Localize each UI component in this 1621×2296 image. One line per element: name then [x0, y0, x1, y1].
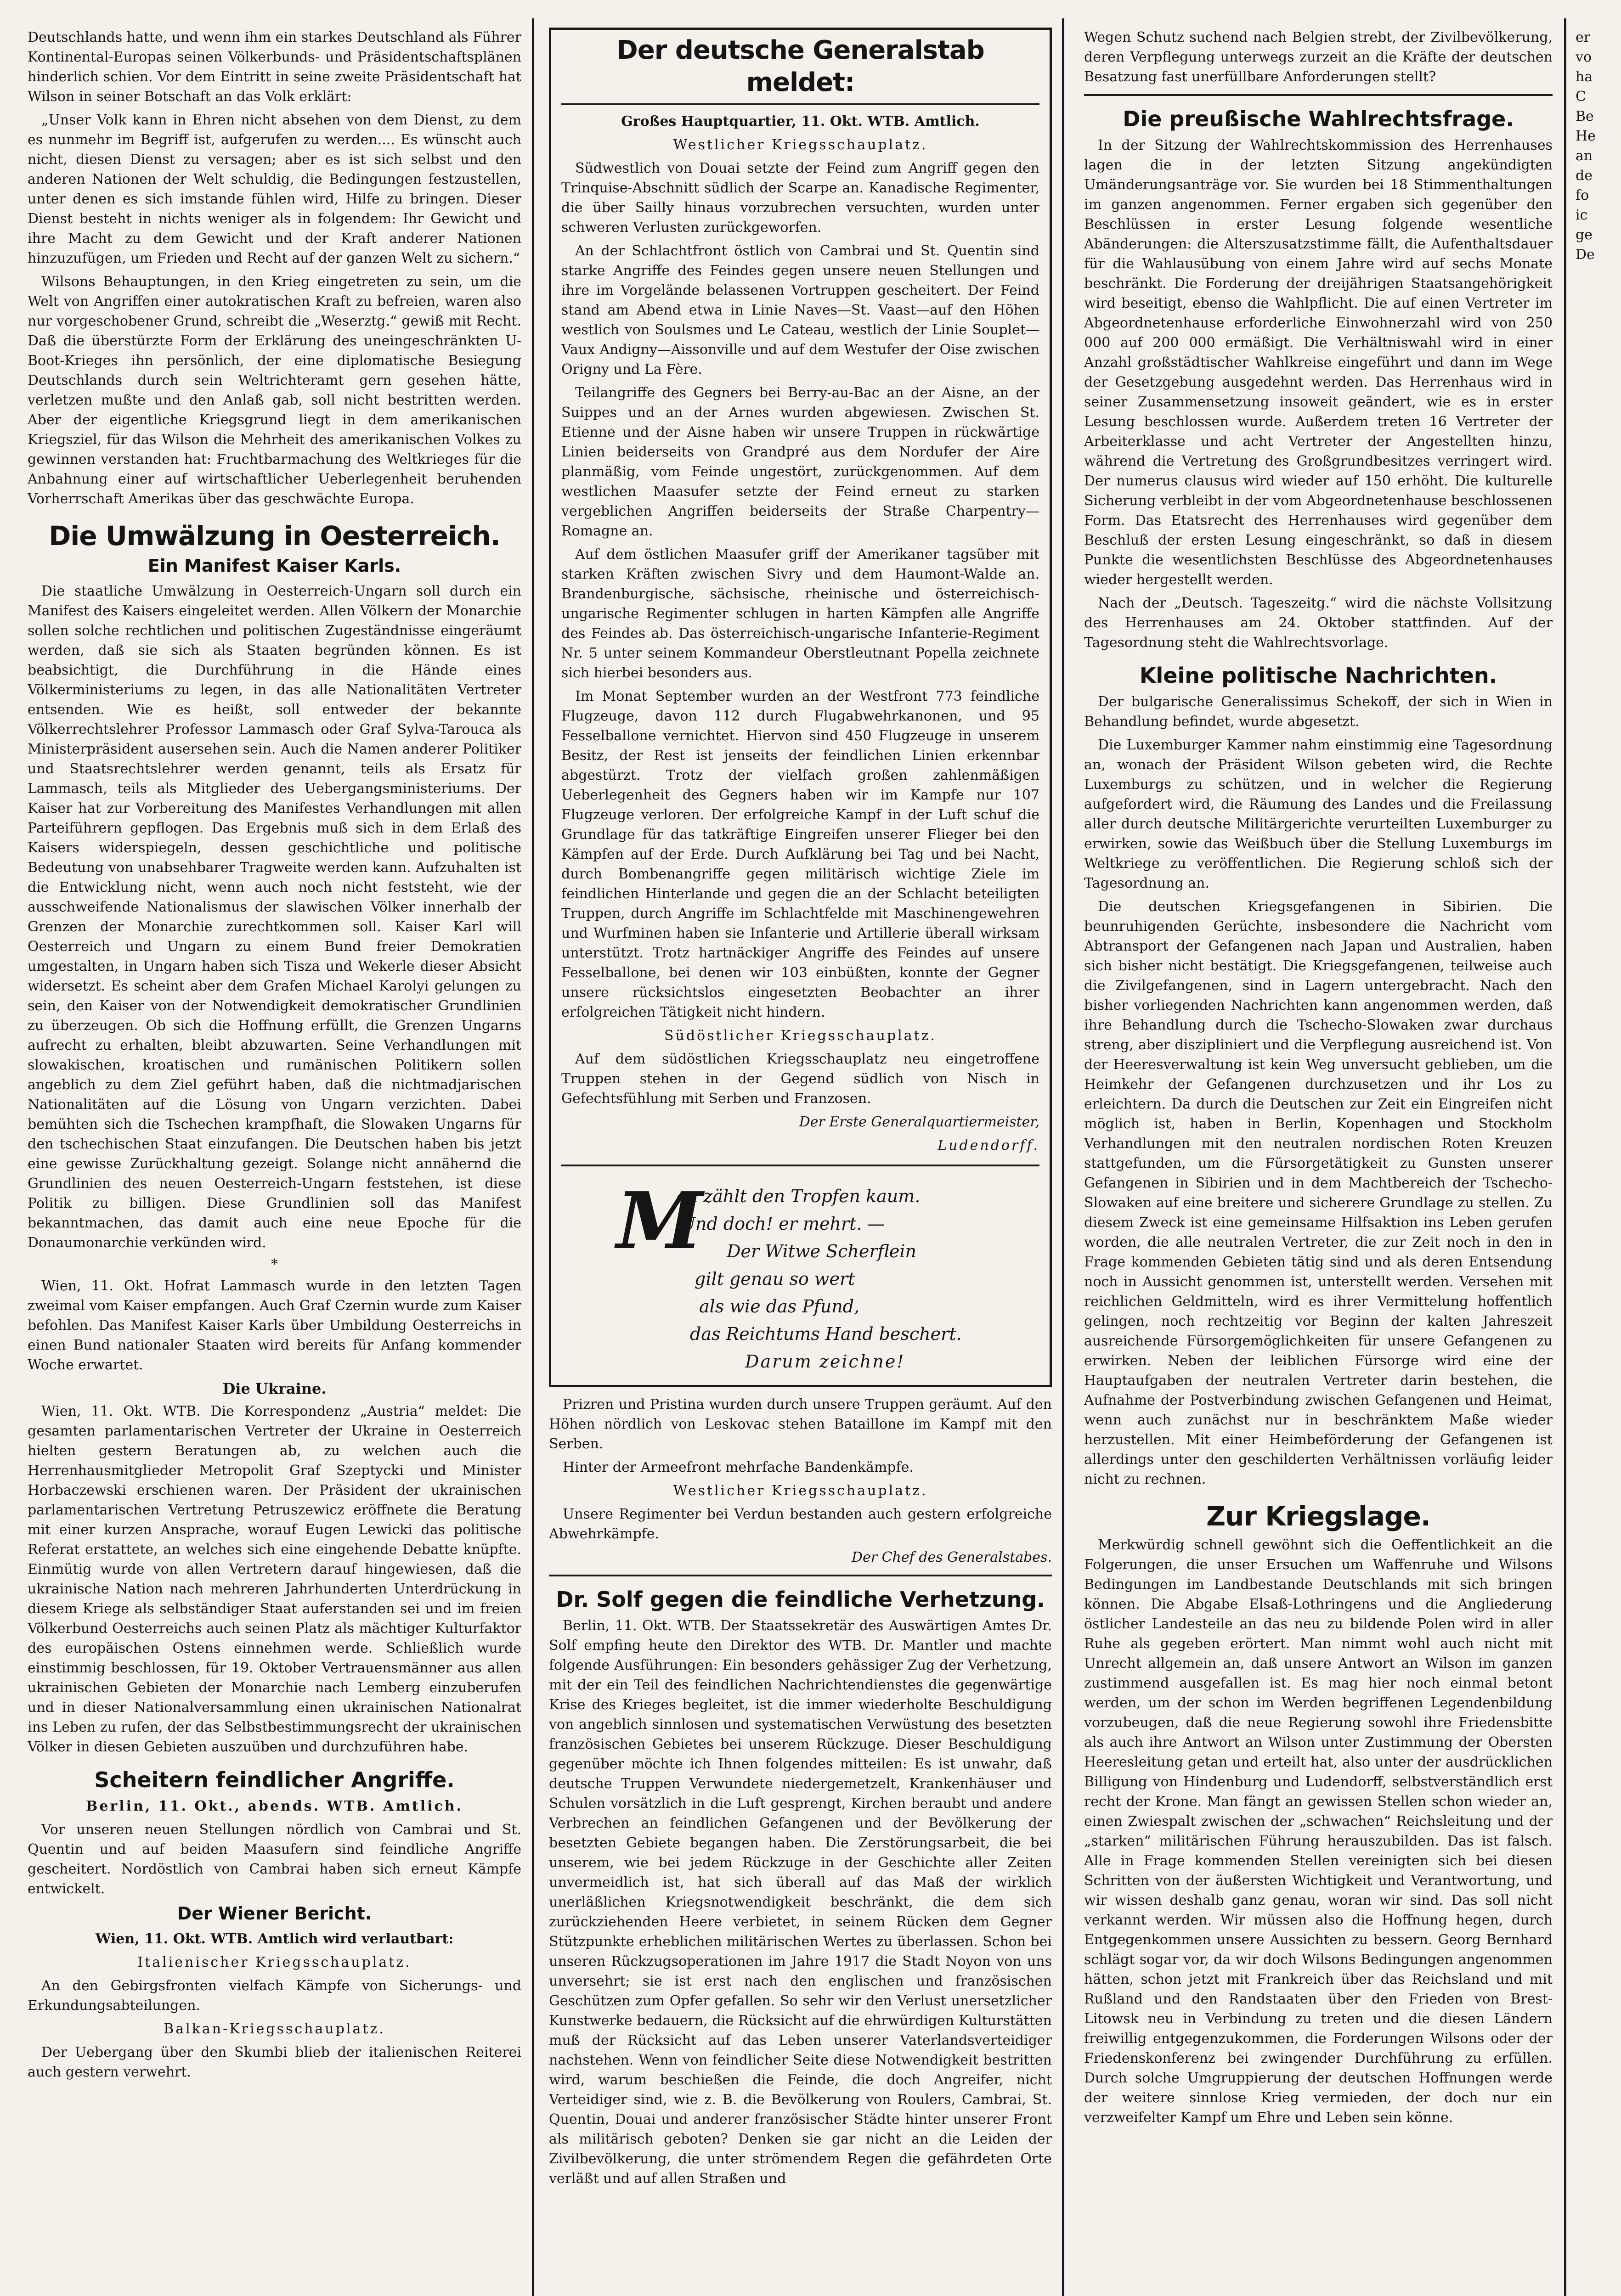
- paragraph: Die staatliche Umwälzung in Oesterreich-Ungarn soll durch ein Manifest des Kaisers eingeleitet werden. Allen Völkern der Monarchie sollen solche rechtlichen und politischen Zugeständnisse eingeräumt werden, daß sie sich als Staaten begründen können. Es ist beabsichtigt, die Durchführung in die Hände eines Völkerministeriums zu legen, in das alle Nationalitäten Vertreter entsenden. Wie es heißt, soll entweder der bekannte Völkerrechtslehrer Professor Lammasch oder Graf Sylva-Tarouca als Ministerpräsident ausersehen sein. Auch die Namen anderer Politiker und Staatsrechtslehrer werden genannt, teils als Ersatz für Lammasch, teils als Mitglieder des Uebergangsministeriums. Der Kaiser hat zur Vorbereitung des Manifestes Verhandlungen mit allen Parteiführern gepflogen. Das Ergebnis muß sich in dem Erlaß des Kaisers widerspiegeln, dessen geschichtliche und politische Bedeutung von unabsehbarer Tragweite werden kann. Aufzuhalten ist die Entwicklung nicht, wenn auch noch nicht feststeht, wie der ausschweifende Nationalismus der slawischen Völker innerhalb der Grenzen der Monarchie zurechtkommen soll. Kaiser Karl will Oesterreich und Ungarn zu einem Bund freier Demokratien umgestalten, in Ungarn haben sich Tisza und Wekerle dieser Absicht widersetzt. Es scheint aber dem Grafen Michael Karolyi gelungen zu sein, den Kaiser von der Notwendigkeit demokratischer Grundlinien zu überzeugen. Ob sich die Hoffnung erfüllt, die Grenzen Ungarns aufrecht zu erhalten, bleibt abzuwarten. Seine Verhandlungen mit slowakischen, kroatischen und rumänischen Politikern sollen angeblich zu dem Ziel geführt haben, daß die nichtmadjarischen Nationalitäten auf die Lösung von Ungarn verzichten. Dabei bemühten sich die Tschechen krampfhaft, die Slowaken Ungarns für den tschechischen Staat einzufangen. Die Deutschen haben bis jetzt eine gewisse Zurückhaltung gezeigt. Solange nicht annähernd die Grundlinien des neuen Oesterreich-Ungarn feststehen, ist diese Politik zu billigen. Diese Grundlinien soll das Manifest bekanntmachen, das damit auch eine neue Epoche für die Donaumonarchie verkünden wird.: [28, 583, 521, 1251]
- paragraph: An den Gebirgsfronten vielfach Kämpfe von Sicherungs- und Erkundungsabteilungen.: [28, 1978, 521, 2014]
- edge-fragment: ic: [1576, 207, 1588, 223]
- paragraph: Nach der „Deutsch. Tageszeitg.“ wird die nächste Vollsitzung des Herrenhauses am 24. Oktober stattfinden. Auf der Tagesordnung steht die Wahlrechtsvorlage.: [1084, 595, 1553, 651]
- column-rule: [532, 18, 534, 2296]
- section-head-wiener-bericht: Der Wiener Bericht.: [177, 1903, 372, 1924]
- generalstab-title: Der deutsche Generalstab meldet:: [561, 34, 1039, 105]
- edge-fragment: C: [1576, 89, 1586, 105]
- article-title-solf: Dr. Solf gegen die feindliche Verhetzung.: [556, 1587, 1045, 1612]
- section-head-ukraine: Die Ukraine.: [222, 1380, 327, 1397]
- column-3: [1084, 28, 1553, 2296]
- appeal-initial: M: [616, 1175, 703, 1267]
- paragraph: In der Sitzung der Wahlrechtskommission des Herrenhauses lagen die in der letzten Sitzung angekündigten Umänderungsanträge vor. Sie wurden bei 18 Stimmenthaltungen im ganzen angenommen. Ferner ergaben sich gegenüber den Beschlüssen in erster Lesung folgende wesentliche Abänderungen: die Alterszusatzstimme fällt, die Aufenthaltsdauer für die Wahlausübung von einem Jahre wird auf sechs Monate beschränkt. Die Forderung der dreijährigen Staatsangehörigkeit wird beseitigt, ebenso die Wahlpflicht. Die auf einen Vertreter im Abgeordnetenhause erforderliche Einwohnerzahl wird von 250 000 auf 200 000 ermäßigt. Die Verhältniswahl wird in einer Anzahl großstädtischer Wahlkreise eingeführt und dann im Wege der Gesetzgebung ausgedehnt werden. Das Herrenhaus wird in seiner Zusammensetzung insoweit geändert, wie es in erster Lesung beschlossen wurde. Außerdem treten 16 Vertreter der Arbeiterklasse und acht Vertreter der Angestellten hinzu, während die Vertretung des Großgrundbesitzes verringert wird. Der numerus clausus wird wieder auf 150 erhöht. Die kulturelle Sicherung verbleibt in der vom Abgeordnetenhause beschlossenen Form. Das Etatsrecht des Herrenhauses wird gegenüber dem Beschluß der ersten Lesung eingeschränkt, so daß in diesem Punkte die wesentlichsten Beschlüsse des Abgeordnetenhauses wieder hergestellt werden.: [1084, 137, 1553, 588]
- column-1: [28, 28, 521, 2296]
- paragraph: Südwestlich von Douai setzte der Feind zum Angriff gegen den Trinquise-Abschnitt südlich der Scarpe an. Kanadische Regimenter, die über Sailly hinaus vorzubrechen versuchten, wurden unter schweren Verlusten zurückgeworfen.: [561, 160, 1039, 236]
- divider: [549, 1575, 1052, 1576]
- paragraph: Berlin, 11. Okt. WTB. Der Staatssekretär des Auswärtigen Amtes Dr. Solf empfing heute den Direktor des WTB. Dr. Mantler und machte folgende Ausführungen: Ein besonders gehässiger Zug der Verhetzung, mit der ein Teil des feindlichen Nachrichtendienstes die gegenwärtige Krise des Krieges begleitet, ist die immer wiederholte Beschuldigung von angeblich sinnlosen und systematischen Verwüstung des besetzten französischen Gebietes bei unserem Rückzuge. Dieser Beschuldigung gegenüber möchte ich Ihnen folgendes mitteilen: Es ist unwahr, daß deutsche Truppen Verwundete niedergemetzelt, Krankenhäuser und Schulen vorsätzlich in die Luft gesprengt, Kirchen beraubt und andere Verbrechen an feindlichen Gefangenen und der Bevölkerung der besetzten Gebiete begangen haben. Die Zerstörungsarbeit, die bei unserem, wie bei jedem Rückzuge in der Geschichte aller Zeiten unvermeidlich ist, hat sich überall auf das Maß der wirklich unerläßlichen Kriegsnotwendigkeit beschränkt, die dem sich zurückziehenden Heere verbietet, in seinem Rücken dem Gegner Stützpunkte erheblichen militärischen Wertes zu überlassen. Schon bei unseren Rückzugsoperationen im Jahre 1917 die Stadt Noyon von uns unversehrt; sie ist erst nach den englischen und französischen Geschützen zum Opfer gefallen. So sehr wir den Verlust unersetzlicher Kunstwerke bedauern, die Rücksicht auf die ehrwürdigen Kulturstätten muß der Rücksicht auf das Leben unserer Vaterlandsverteidiger nachstehen. Wenn von feindlicher Seite diese Notwendigkeit bestritten wird, warum beschießen die Feinde, die doch Angreifer, nicht Verteidiger sind, wie z. B. die Bevölkerung von Roulers, Cambrai, St. Quentin, Douai und anderer französischer Städte hinter unserer Front als militärisch geboten? Denken sie gar nicht an die Leiden der Zivilbevölkerung, die unter strömendem Regen die gefährdeten Orte verläßt und auf allen Straßen und: [549, 1618, 1052, 2187]
- generalstab-box: [549, 28, 1052, 1387]
- edge-fragment: ge: [1576, 227, 1593, 243]
- appeal-line: als wie das Pfund,: [699, 1296, 860, 1317]
- dateline: Wien, 11. Okt. WTB. Amtlich wird verlautbart:: [95, 1931, 454, 1947]
- appeal-line: gilt genau so wert: [695, 1269, 855, 1289]
- article-title-wahlrecht: Die preußische Wahlrechtsfrage.: [1123, 107, 1514, 131]
- paragraph: Merkwürdig schnell gewöhnt sich die Oeffentlichkeit an die Folgerungen, die unser Ersuchen um Waffenruhe und Wilsons Bedingungen im Landbestande Deutschlands mit sich bringen können. Die Abgabe Elsaß-Lothringens und die Angliederung östlicher Landesteile an das neu zu bildende Polen wird in aller Ruhe als gegeben erörtert. Man nimmt wohl auch nicht mit Unrecht allgemein an, daß unsere Antwort an Wilson im ganzen zustimmend ausgefallen ist. Es mag hier noch einmal betont werden, um der schon im Werden begriffenen Legendenbildung vorzubeugen, daß die neue Regierung sowohl ihre Friedensbitte als auch ihre Antwort an Wilson unter Zustimmung der Obersten Heeresleitung getan und erteilt hat, also unter der ausdrücklichen Billigung von Hindenburg und Ludendorff, selbstverständlich erst recht der Krone. Man fängt an gewissen Stellen schon wieder an, einen Zwiespalt zwischen der „schwachen“ Reichsleitung und der „starken“ militärischen Führung herauszubilden. Das ist falsch. Alle in Frage kommenden Stellen vereinigten sich bei diesen Schritten von der äußersten Wichtigkeit und Verantwortung, und wir wissen deshalb ganz genau, woran wir sind. Das soll nicht verkannt werden. Wir müssen also die Hoffnung hegen, durch Entgegenkommen unsere Aussichten zu bessern. Georg Bernhard schlägt sogar vor, da wir doch Wilsons Bedingungen angenommen hätten, schon jetzt mit Frankreich über das Reichsland und mit Rußland und den Randstaaten über den Frieden von Brest-Litowsk neu in Verbindung zu treten und die diesen Ländern freiwillig entgegenzukommen, die Forderungen Wilsons oder der Friedenskonferenz bei zwingender Durchführung zu erfüllen. Durch solche Umgruppierung der deutschen Hoffnungen werde der weitere sinnlose Krieg vermieden, der doch nur ein verzweifelter Kampf um Ehre und Leben sein könne.: [1084, 1537, 1553, 2126]
- subhead: Westlicher Kriegsschauplatz.: [673, 1483, 928, 1499]
- column-2: [549, 28, 1052, 2296]
- paragraph: Die deutschen Kriegsgefangenen in Sibirien. Die beunruhigenden Gerüchte, insbesondere die Nachricht vom Abtransport der Gefangenen nach Japan und Australien, haben sich bisher nicht bestätigt. Die Kriegsgefangenen, teilweise auch die Zivilgefangenen, sind in Lagern untergebracht. Nach den bisher vorliegenden Nachrichten kann angenommen werden, daß ihre Behandlung durch die Tschecho-Slowaken zwar durchaus streng, aber diszipliniert und die Verpflegung ausreichend ist. Von der Heeresverwaltung ist kein Weg unversucht geblieben, um die Heimkehr der Gefangenen durchzusetzen und ihr Los zu erleichtern. Da durch die Deutschen zur Zeit ein Eingreifen nicht möglich ist, haben in Berlin, Kopenhagen und Stockholm Verhandlungen mit den neutralen nordischen Roten Kreuzen stattgefunden, um die Fürsorgetätigkeit zu Gunsten unserer Gefangenen in Sibirien und in dem Machtbereich der Tschecho-Slowaken auf eine breitere und sicherere Grundlage zu stellen. Zu diesem Zweck ist eine gemeinsame Hilfsaktion ins Leben gerufen worden, die alle neutralen Vertreter, die zur Zeit noch in den in Frage kommenden Gebieten tätig sind und als deren Entsendung noch in Aussicht genommen ist, unterstellt werden. Versehen mit reichlichen Geldmitteln, wird es ihrer Vermittelung hoffentlich gelingen, noch rechtzeitig vor Beginn der kalten Jahreszeit ausreichende Fürsorgemöglichkeiten für unsere Gefangenen zu erwirken. Neben der leiblichen Fürsorge wird eine der Hauptaufgaben der neutralen Vertreter darin bestehen, die Aufnahme der Postverbindung zwischen Gefangenen und Heimat, wenn auch zunächst nur in beschränktem Maße wieder herzustellen. Mit einer Heimbeförderung der Gefangenen ist allerdings unter den geschilderten Verhältnissen vorläufig leider nicht zu rechnen.: [1084, 899, 1553, 1487]
- edge-fragment: De: [1576, 247, 1595, 263]
- edge-fragment: Be: [1576, 108, 1594, 124]
- paragraph: Auf dem östlichen Maasufer griff der Amerikaner tagsüber mit starken Kräften zwischen Sivry und dem Haumont-Walde an. Brandenburgische, sächsische, rheinische und österreichisch-ungarische Regimenter schlugen in harten Kämpfen alle Angriffe des Feindes ab. Das österreichisch-ungarische Infanterie-Regiment Nr. 5 unter seinem Kommandeur Oberstleutnant Popella zeichnete sich hierbei besonders aus.: [561, 546, 1039, 681]
- paragraph: Im Monat September wurden an der Westfront 773 feindliche Flugzeuge, davon 112 durch Flugabwehrkanonen, und 95 Fesselballone vernichtet. Hiervon sind 450 Flugzeuge in unserem Besitz, der Rest ist jenseits der feindlichen Linien erkennbar abgestürzt. Trotz der vielfach großen zahlenmäßigen Ueberlegenheit des Gegners haben wir im Kampfe nur 107 Flugzeuge verloren. Der erfolgreiche Kampf in der Luft schuf die Grundlage für das tatkräftige Eingreifen unserer Flieger bei den Kämpfen auf der Erde. Durch Aufklärung bei Tag und bei Nacht, durch Bombenangriffe gegen militärisch wichtige Ziele im feindlichen Hinterlande und gegen die an der Schlacht beteiligten Truppen, durch Angriffe im Schlachtfelde mit Maschinengewehren und Wurfminen haben sie Infanterie und Artillerie überall wirksam unterstützt. Trotz hartnäckiger Angriffe des Feindes auf unsere Fesselballone, bei denen wir 103 einbüßten, konnte der Gegner unsere rücksichtslos eingesetzten Beobachter an ihrer erfolgreichen Tätigkeit nicht hindern.: [561, 688, 1039, 1020]
- signature-line: Der Erste Generalquartiermeister,: [799, 1114, 1039, 1130]
- edge-fragment: an: [1576, 148, 1593, 164]
- paragraph: Die Luxemburger Kammer nahm einstimmig eine Tagesordnung an, wonach der Präsident Wilson gebeten wird, die Rechte Luxemburgs zu schützen, und in welcher die Regierung aufgefordert wird, die Räumung des Landes und die Freilassung aller durch deutsche Militärgerichte verurteilten Luxemburger zu erwirken, sowie das Weißbuch über die Stellung Luxemburgs im Weltkriege zu veröffentlichen. Die Regierung schloß sich der Tagesordnung an.: [1084, 737, 1553, 891]
- paragraph: Vor unseren neuen Stellungen nördlich von Cambrai und St. Quentin und auf beiden Maasufern sind feindliche Angriffe gescheitert. Nordöstlich von Cambrai haben sich erneut Kämpfe entwickelt.: [28, 1822, 521, 1897]
- column-rule: [1062, 18, 1064, 2296]
- dateline: Berlin, 11. Okt., abends. WTB. Amtlich.: [85, 1798, 463, 1814]
- subhead: Balkan-Kriegsschauplatz.: [164, 2021, 385, 2037]
- paragraph: Der Uebergang über den Skumbi blieb der italienischen Reiterei auch gestern verwehrt.: [28, 2044, 521, 2080]
- divider: [1084, 94, 1553, 96]
- signature-line: Der Chef des Generalstabes.: [851, 1549, 1052, 1565]
- edge-fragment: de: [1576, 168, 1593, 184]
- paragraph: Hinter der Armeefront mehrfache Bandenkämpfe.: [563, 1459, 914, 1475]
- appeal-line: Darum zeichne!: [745, 1351, 905, 1372]
- edge-fragment: fo: [1576, 187, 1589, 203]
- subhead: Westlicher Kriegsschauplatz.: [673, 137, 928, 153]
- column-rule: [1564, 18, 1566, 2296]
- separator-star: *: [271, 1256, 278, 1272]
- edge-fragment: er: [1576, 29, 1591, 45]
- article-title-kleine-nachrichten: Kleine politische Nachrichten.: [1139, 663, 1497, 688]
- paragraph: Unsere Regimenter bei Verdun bestanden auch gestern erfolgreiche Abwehrkämpfe.: [549, 1506, 1052, 1542]
- paragraph: An der Schlachtfront östlich von Cambrai und St. Quentin sind starke Angriffe des Feindes gegen unsere neuen Stellungen und ihre im Vorgelände belassenen Vortruppen gescheitert. Der Feind stand am Abend etwa in Linie Naves—St. Vaast—auf den Höhen westlich von Soulsmes und Le Cateau, westlich der Linie Souplet—Vaux Andigny—Aissonville und auf dem Westufer der Oise zwischen Origny und La Fère.: [561, 243, 1039, 377]
- paragraph: Der bulgarische Generalissimus Schekoff, der sich in Wien in Behandlung befindet, wurde abgesetzt.: [1084, 694, 1553, 730]
- edge-fragment: vo: [1576, 49, 1592, 65]
- appeal-line: an zählt den Tropfen kaum.: [676, 1186, 921, 1206]
- paragraph: Prizren und Pristina wurden durch unsere Truppen geräumt. Auf den Höhen nördlich von Leskovac stehen Bataillone im Kampf mit den Serben.: [549, 1396, 1052, 1452]
- quote-paragraph: „Unser Volk kann in Ehren nicht absehen von dem Dienst, zu dem es nunmehr im Begriff ist, aufgerufen zu werden.... Es wünscht auch nicht, diesen Dienst zu versagen; aber es ist sich selbst und den anderen Nationen der Welt schuldig, die Bedingungen festzustellen, unter denen es sich imstande fühlen wird, Hilfe zu bringen. Dieser Dienst besteht in nichts weniger als in folgendem: Ihr Gewicht und ihre Macht zu dem Gewicht und der Kraft anderer Nationen hinzuzufügen, um Frieden und Recht auf der ganzen Welt zu sichern.“: [28, 112, 521, 266]
- paragraph: Auf dem südöstlichen Kriegsschauplatz neu eingetroffene Truppen stehen in der Gegend südlich von Nisch in Gefechtsfühlung mit Serben und Franzosen.: [561, 1051, 1039, 1107]
- war-bond-appeal: [561, 1165, 1039, 1376]
- article-title-oesterreich: Die Umwälzung in Oesterreich.: [49, 520, 500, 551]
- paragraph: Wien, 11. Okt. WTB. Die Korrespondenz „Austria“ meldet: Die gesamten parlamentarischen Vertreter der Ukraine in Oesterreich hielten gestern Beratungen ab, zu welchen auch die Herrenhausmitglieder Metropolit Graf Szeptycki und Minister Horbaczewski erschienen waren. Der Präsident der ukrainischen parlamentarischen Vertretung Petruszewicz eröffnete die Beratung mit einer kurzen Ansprache, worauf Eugen Lewicki das politische Referat erstattete, an welches sich eine eingehende Debatte knüpfte. Einmütig wurde von allen Vertretern darauf hingewiesen, daß die ukrainische Nation nach mehreren Jahrhunderten Unterdrückung in diesem Kriege als selbständiger Staat auferstanden sei und im freien Völkerbund Oesterreichs auch seinen Platz als mächtiger Kulturfaktor des europäischen Ostens einnehmen werde. Schließlich wurde einstimmig beschlossen, für 19. Oktober Vertrauensmänner aus allen ukrainischen Gebieten der Monarchie nach Lemberg einzuberufen und in dieser Nationalversammlung einen ukrainischen Nationalrat ins Leben zu rufen, der das Selbstbestimmungsrecht der ukrainischen Völker in diesen Gebieten auszuüben und durchzuführen habe.: [28, 1403, 521, 1755]
- paragraph: Wegen Schutz suchend nach Belgien strebt, der Zivilbevölkerung, deren Verpflegung unterwegs zurzeit an die Kräfte der deutschen Besatzung fast unerfüllbare Anforderungen stellt?: [1084, 29, 1553, 85]
- appeal-line: Der Witwe Scherflein: [727, 1241, 917, 1261]
- appeal-line: Und doch! er mehrt. —: [681, 1214, 885, 1234]
- dateline: Großes Hauptquartier, 11. Okt. WTB. Amtlich.: [621, 113, 980, 129]
- article-title-kriegslage: Zur Kriegslage.: [1206, 1501, 1430, 1532]
- paragraph: Wien, 11. Okt. Hofrat Lammasch wurde in den letzten Tagen zweimal vom Kaiser empfangen. Auch Graf Czernin wurde zum Kaiser befohlen. Das Manifest Kaiser Karls über Umbildung Oesterreichs in einen Bund nationaler Staaten wird bereits für Anfang kommender Woche erwartet.: [28, 1278, 521, 1373]
- paragraph: Wilsons Behauptungen, in den Krieg eingetreten zu sein, um die Welt von Angriffen einer autokratischen Kraft zu befreien, waren also nur vorgeschobener Grund, schreibt die „Weserztg.“ gewiß mit Recht. Daß die überstürzte Form der Erklärung des uneingeschränkten U-Boot-Krieges ihn persönlich, der eine diplomatische Besiegung Deutschlands durch sein Weltrichteramt gern gesehen hätte, verletzen mußte und den Anlaß gab, soll nicht bestritten werden. Aber der eigentliche Kriegsgrund liegt in dem amerikanischen Kriegsziel, für das Wilson die Mehrheit des amerikanischen Volkes zu gewinnen verstanden hat: Fruchtbarmachung des Weltkrieges für die Anbahnung einer auf wirtschaftlicher Ueberlegenheit beruhenden Vorherrschaft Amerikas über das geschwächte Europa.: [28, 274, 521, 507]
- article-subtitle: Ein Manifest Kaiser Karls.: [147, 556, 401, 576]
- edge-fragment: He: [1576, 128, 1596, 144]
- column-4-edge: [1576, 28, 1621, 2296]
- paragraph: Teilangriffe des Gegners bei Berry-au-Bac an der Aisne, an der Suippes und an der Arnes wurden abgewiesen. Zwischen St. Etienne und der Aisne haben wir unsere Truppen in rückwärtige Linien beiderseits von Grandpré aus dem Nordufer der Aire planmäßig, vom Feinde ungestört, zurückgenommen. Auf dem westlichen Maasufer setzte der Feind erneut zu starken vergeblichen Angriffen beiderseits der Straße Charpentry—Romagne an.: [561, 385, 1039, 539]
- article-title-scheitern: Scheitern feindlicher Angriffe.: [94, 1767, 455, 1792]
- paragraph: Deutschlands hatte, und wenn ihm ein starkes Deutschland als Führer Kontinental-Europas seinen Völkerbunds- und Präsidentschaftsplänen hinderlich schien. Vor dem Eintritt in seine zweite Präsidentschaft hat Wilson in seiner Botschaft an das Volk erklärt:: [28, 29, 521, 105]
- appeal-line: das Reichtums Hand beschert.: [690, 1324, 962, 1344]
- subhead: Italienischer Kriegsschauplatz.: [137, 1954, 412, 1970]
- subhead: Südöstlicher Kriegsschauplatz.: [664, 1028, 937, 1044]
- signature-name: Ludendorff.: [938, 1137, 1039, 1154]
- edge-fragment: ha: [1576, 69, 1593, 85]
